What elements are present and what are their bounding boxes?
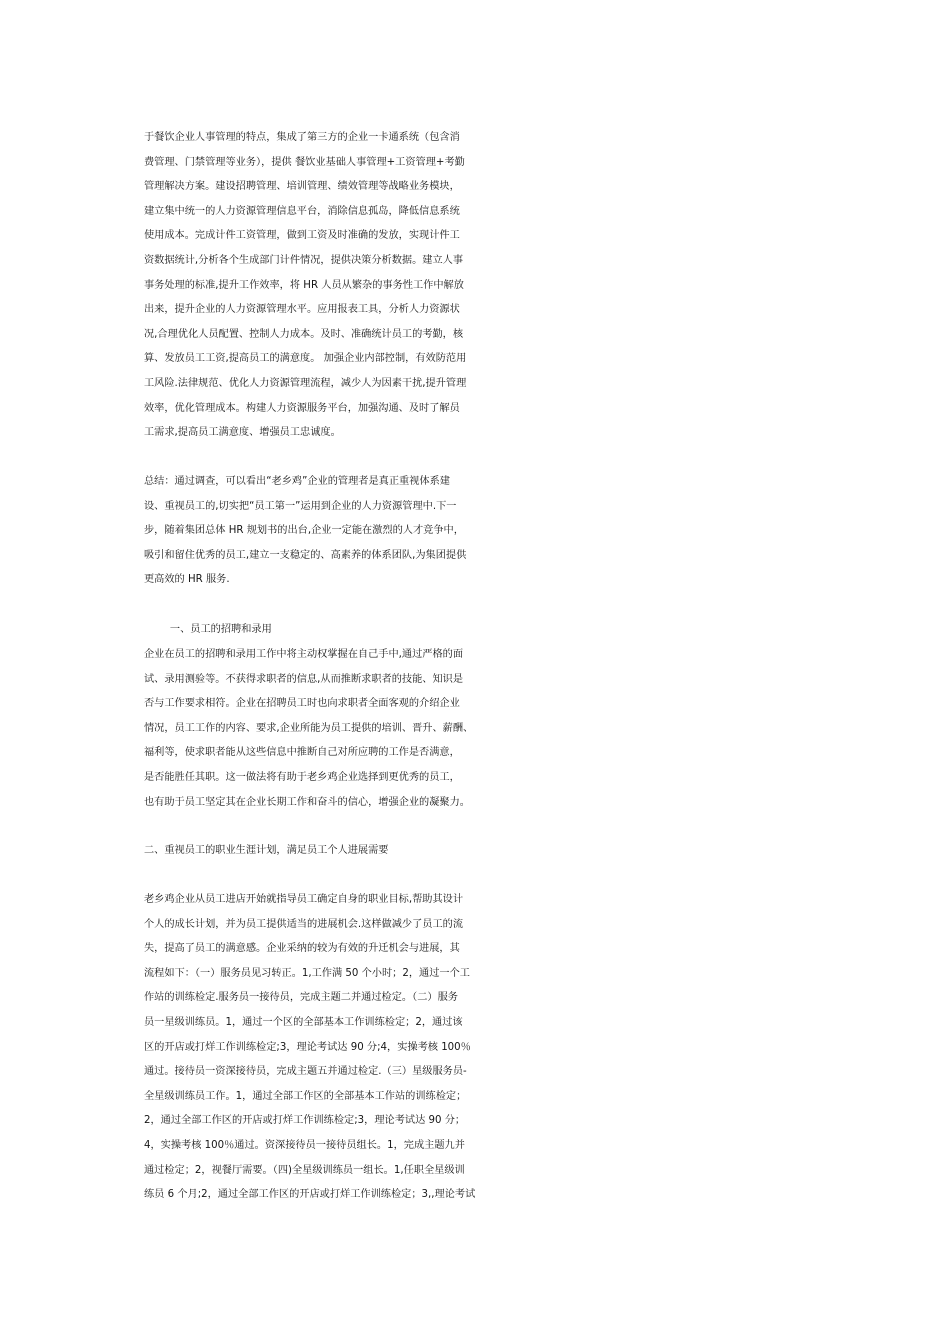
heading-recruitment: 一、员工的招聘和录用 [144, 624, 272, 635]
paragraph-summary: 总结：通过调查，可以看出“老乡鸡”企业的管理者是真正重视体系建 设、重视员工的,切实把“员工第一”运用到企业的人力资源管理中.下一 步，随着集团总体 HR 规划书的出台,企业一定能在激烈的人才竞争中， 吸引和留住优秀的员工,建立一支稳定的、高素养的体系团队,为集团提供 更高效的 HR 服务. [144, 476, 467, 586]
paragraph-career-planning: 老乡鸡企业从员工进店开始就指导员工确定自身的职业目标,帮助其设计 个人的成长计划，并为员工提供适当的进展机会.这样做减少了员工的流 失，提高了员工的满意感。企业采纳的较为有效的升迁机会与进展，其 流程如下：（一）服务员见习转正。1,工作满 50 个小时；2，通过一个工 作站的训练检定.服务员一接待员，完成主题二并通过检定。（二）服务 员一星级训练员。1，通过一个区的全部基本工作训练检定；2，通过该 区的开店或打烊工作训练检定;3，理论考试达 90 分;4，实操考核 100％ 通过。接待员一资深接待员，完成主题五并通过检定.（三）星级服务员- 全星级训练员工作。1，通过全部工作区的全部基本工作站的训练检定； 2，通过全部工作区的开店或打烊工作训练检定;3，理论考试达 90 分； 4，实操考核 100％通过。资深接待员一接待员组长。1，完成主题九并 通过检定；2，视餐厅需要。（四)全星级训练员一组长。1,任职全星级训 练员 6 个月;2，通过全部工作区的开店或打烊工作训练检定；3,,理论考试 [144, 894, 476, 1201]
paragraph-recruitment: 企业在员工的招聘和录用工作中将主动权掌握在自己手中,通过严格的面 试、录用测验等。不获得求职者的信息,从而推断求职者的技能、知识是 否与工作要求相符。企业在招聘员工时也向求职者全面客观的介绍企业 情况，员工工作的内容、要求,企业所能为员工提供的培训、晋升、薪酬、 福利等，使求职者能从这些信息中推断自己对所应聘的工作是否满意， 是否能胜任其职。这一做法将有助于老乡鸡企业选择到更优秀的员工， 也有助于员工坚定其在企业长期工作和奋斗的信心，增强企业的凝聚力。 [144, 649, 474, 808]
paragraph-hr-system: 于餐饮企业人事管理的特点，集成了第三方的企业一卡通系统（包含消 费管理、门禁管理等业务），提供 餐饮业基础人事管理+工资管理+考勤 管理解决方案。建设招聘管理、培训管理、绩效管理等战略业务模块， 建立集中统一的人力资源管理信息平台，消除信息孤岛，降低信息系统 使用成本。完成计件工资管理，做到工资及时准确的发放，实现计件工 资数据统计,分析各个生成部门计件情况，提供决策分析数据。建立人事 事务处理的标准,提升工作效率，将 HR 人员从繁杂的事务性工作中解放 出来，提升企业的人力资源管理水平。应用报表工具，分析人力资源状 况,合理优化人员配置、控制人力成本。及时、准确统计员工的考勤，核 算、发放员工工资,提高员工的满意度。 加强企业内部控制，有效防范用 工风险.法律规范、优化人力资源管理流程，减少人为因素干扰,提升管理 效率，优化管理成本。构建人力资源服务平台，加强沟通、及时了解员 工需求,提高员工满意度、增强员工忠诚度。 [144, 132, 467, 439]
heading-career-planning: 二、重视员工的职业生涯计划，满足员工个人进展需要 [144, 845, 389, 856]
